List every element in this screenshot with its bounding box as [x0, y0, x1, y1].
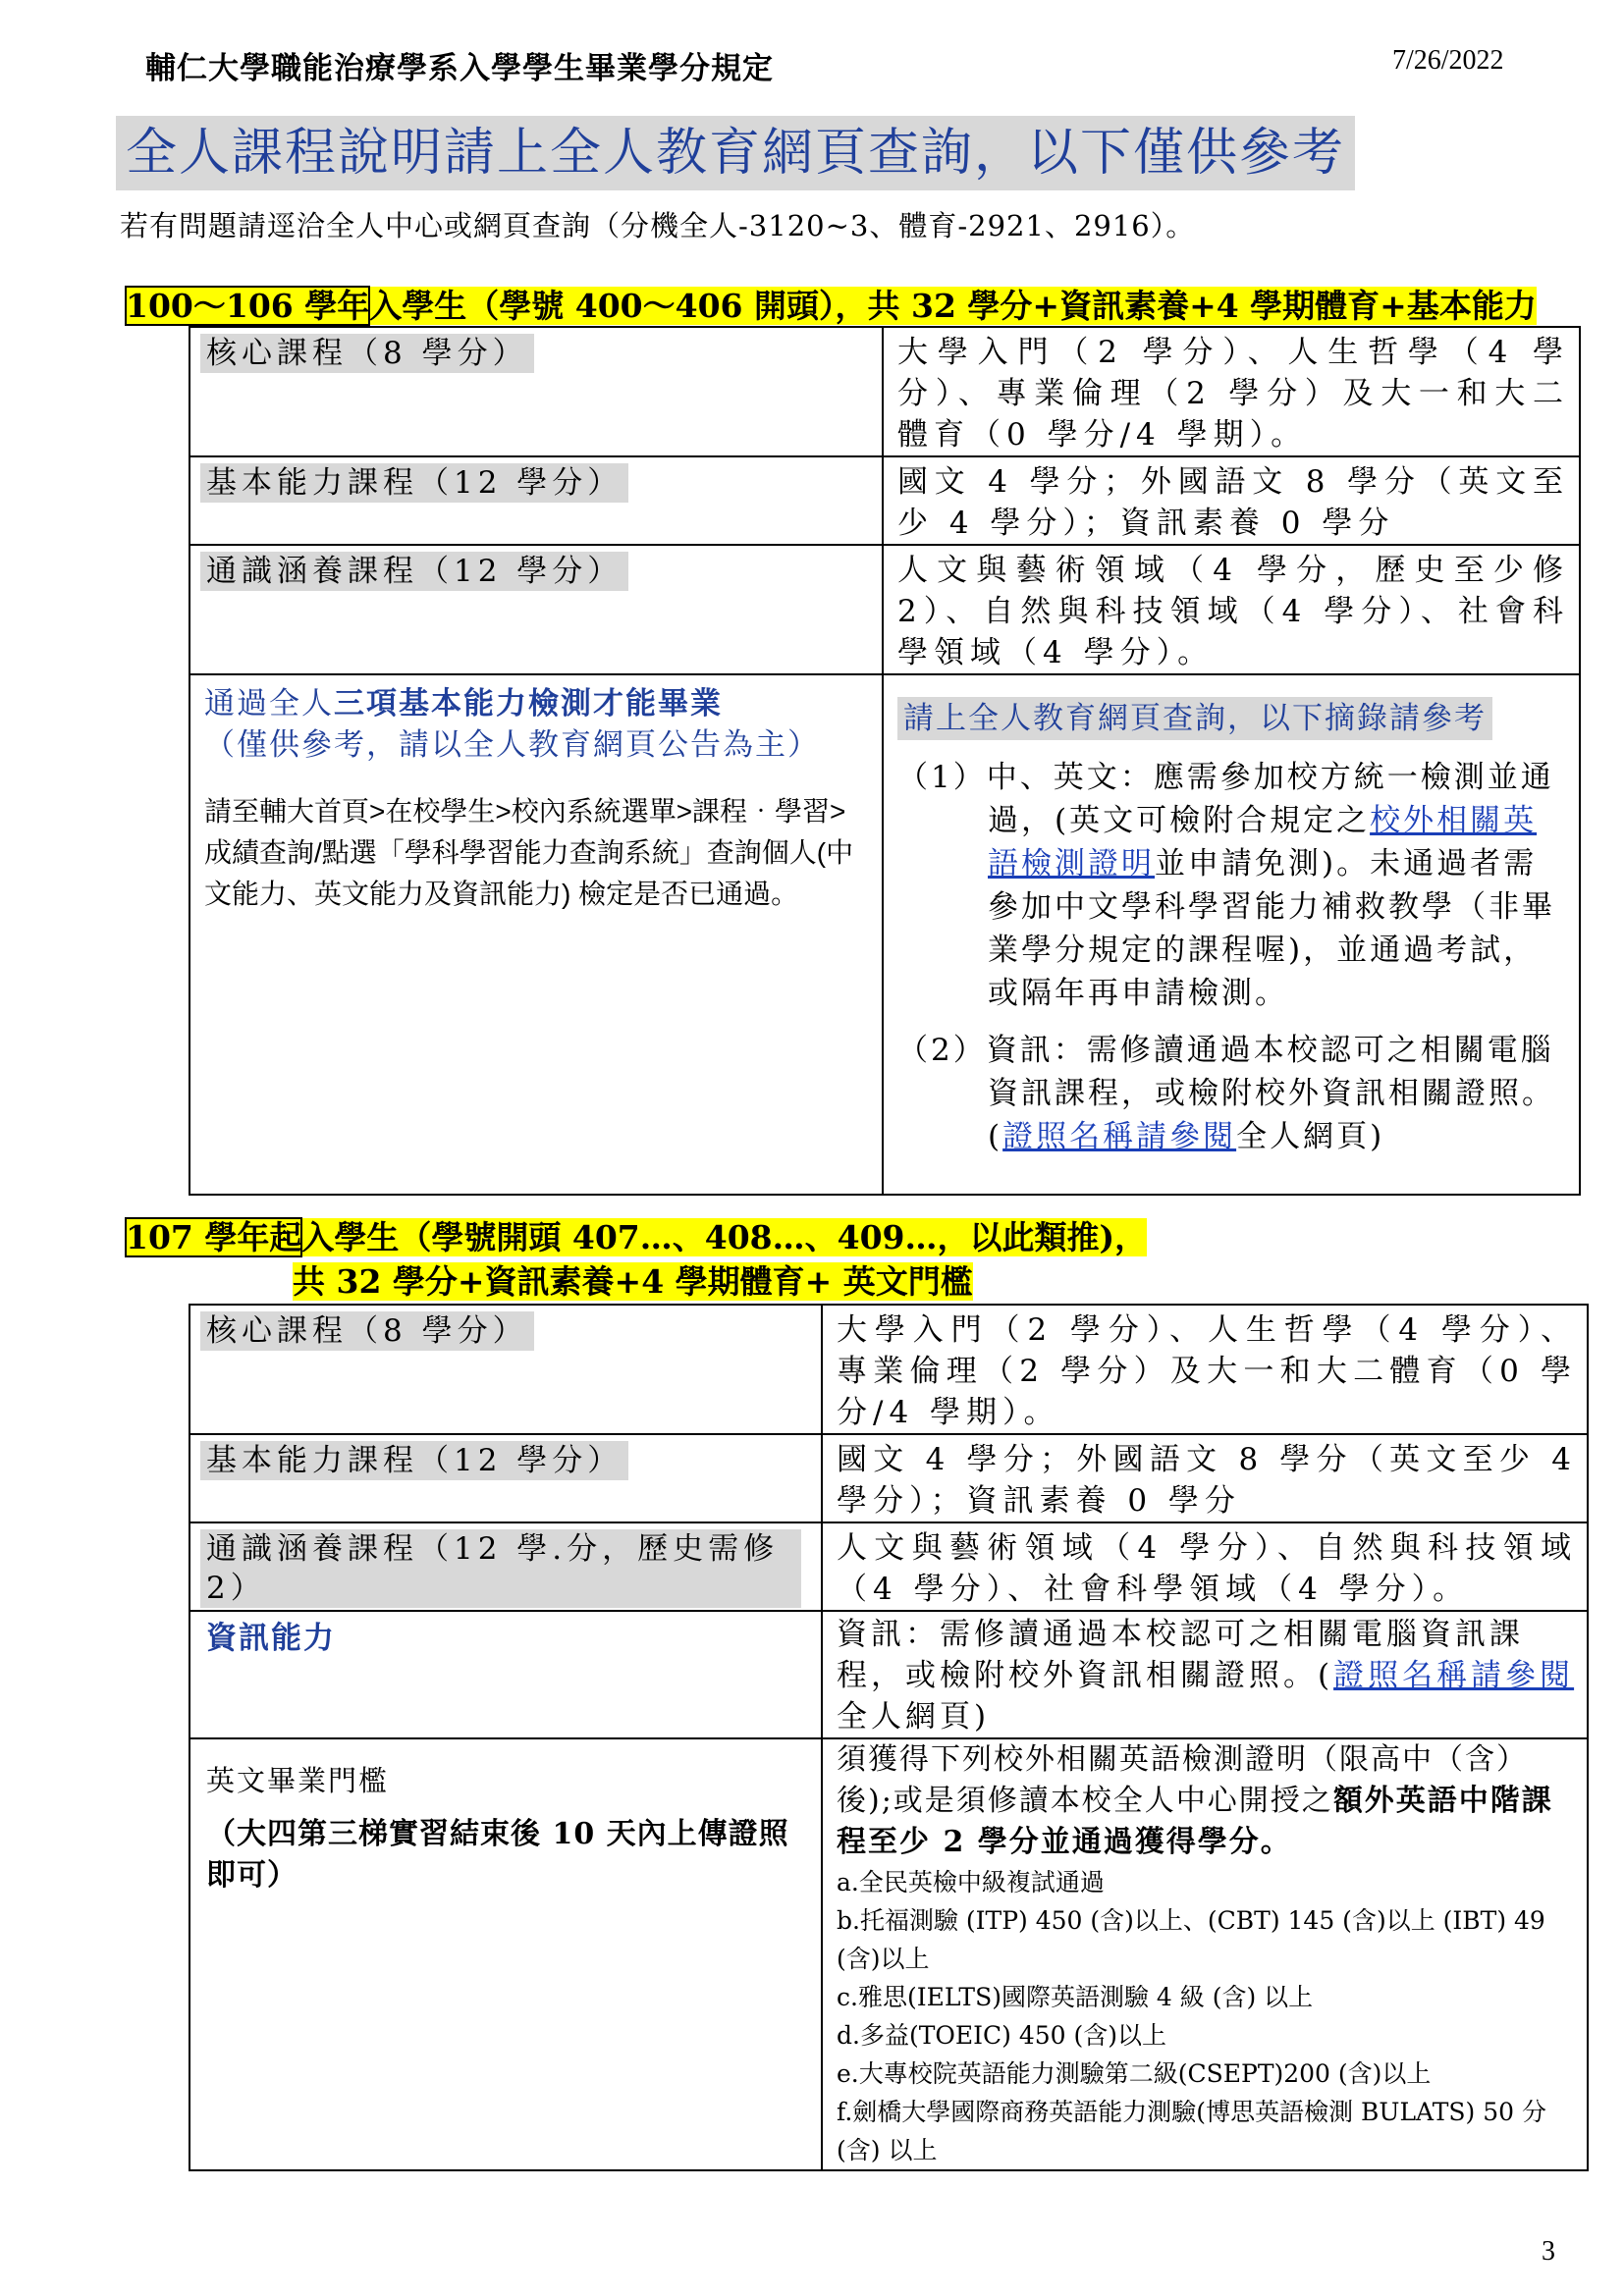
table-row [189, 327, 1580, 456]
row-content: 國文 4 學分；外國語文 8 學分（英文至少 4 學分）；資訊素養 0 學分 [837, 1442, 1577, 1519]
test-item-1-text: （1）中、英文：應需參加校方統一檢測並通過，(英文可檢附合規定之 [897, 760, 1554, 838]
header-date: 7/26/2022 [1392, 45, 1504, 76]
section1-heading-rest: 入學生（學號 400～406 開頭），共 32 學分+資訊素養+4 學期體育+基本能力 [369, 287, 1537, 325]
row-label: 通識涵養課程（12 學.分，歷史需修 2） [200, 1529, 801, 1608]
table-row [189, 545, 1580, 674]
row-label: 基本能力課程（12 學分） [200, 463, 628, 503]
section1-years: 100～106 學年 [126, 287, 370, 325]
row-content: 國文 4 學分；外國語文 8 學分（英文至少 4 學分）；資訊素養 0 學分 [897, 464, 1569, 541]
section2-heading-line2 [293, 1260, 973, 1304]
cert-names-link[interactable]: 證照名稱請參閱 [1002, 1119, 1237, 1154]
row-label: 核心課程（8 學分） [200, 1311, 534, 1351]
row-content: 人文與藝術領域（4 學分）、自然與科技領域（4 學分）、社會科學領域（4 學分）。 [837, 1530, 1577, 1607]
row-label: 核心課程（8 學分） [200, 334, 534, 373]
section2-years: 107 學年起 [126, 1218, 302, 1256]
table-row [189, 1611, 1588, 1738]
table-row [189, 456, 1580, 545]
test-item-1 [897, 756, 1569, 1015]
table-row [189, 674, 1580, 1195]
english-intro-bold: 額外英語中階課程至少 2 學分並通過獲得學分。 [837, 1784, 1553, 1859]
test-requirement: 三項基本能力檢測才能畢業 [334, 686, 723, 721]
info-content [823, 1612, 1587, 1737]
section1-table [189, 326, 1581, 1196]
row-content: 人文與藝術領域（4 學分，歷史至少修 2）、自然與科技領域（4 學分）、社會科學領域（4 學分）。 [897, 553, 1569, 670]
test-item-2-text: （2）資訊：需修讀通過本校認可之相關電腦資訊課程，或檢附校外資訊相關證照。( [897, 1033, 1555, 1154]
test-item-1-text-b: 並申請免測)。未通過者需參加中文學科學習能力補救教學（非畢業學分規定的課程喔)，並通過考試，或隔年再申請檢測。 [988, 846, 1555, 1011]
cert-names-link-2[interactable]: 證照名稱請參閱 [1333, 1658, 1575, 1693]
row-label: 基本能力課程（12 學分） [200, 1441, 628, 1480]
test-item-2 [897, 1029, 1569, 1158]
test-item-2-text-b: 全人網頁) [1236, 1119, 1385, 1154]
test-instructions: 請至輔大首頁>在校學生>校內系統選單>課程‧學習>成績查詢/點選「學科學習能力查詢系統」查詢個人(中文能力、英文能力及資訊能力) 檢定是否已通過。 [204, 796, 854, 909]
english-threshold-note: （大四第三梯實習結束後 10 天內上傳證照即可） [206, 1817, 789, 1893]
list-item: b.托福測驗 (ITP) 450 (含)以上、(CBT) 145 (含)以上 (IBT) 49 (含)以上 [837, 1906, 1545, 1973]
list-item: c.雅思(IELTS)國際英語測驗 4 級 (含) 以上 [837, 1983, 1314, 2011]
info-content-text: 資訊：需修讀通過本校認可之相關電腦資訊課程，或檢附校外資訊相關證照。( [837, 1617, 1524, 1693]
header-title: 輔仁大學職能治療學系入學學生畢業學分規定 [145, 51, 774, 86]
page-number: 3 [1542, 2236, 1555, 2267]
section2-heading-rest: 入學生（學號開頭 407…、408…、409…，以此類推)， [301, 1218, 1148, 1256]
english-threshold-label: 英文畢業門檻 [206, 1764, 390, 1797]
contact-note: 若有問題請逕洽全人中心或網頁查詢（分機全人-3120~3、體育-2921、2916）。 [120, 209, 1196, 242]
info-content-text-b: 全人網頁) [837, 1699, 991, 1735]
table-row [189, 1434, 1588, 1522]
page-title: 全人課程說明請上全人教育網頁查詢，以下僅供參考 [116, 116, 1355, 190]
list-item: a.全民英檢中級複試通過 [837, 1868, 1105, 1896]
section2-heading [126, 1215, 1147, 1260]
list-item: f.劍橋大學國際商務英語能力測驗(博思英語檢測 BULATS) 50 分 (含) 以上 [837, 2098, 1546, 2164]
row-label: 通識涵養課程（12 學分） [200, 552, 628, 591]
row-content: 大學入門（2 學分）、人生哲學（4 學分）、專業倫理（2 學分）及大一和大二體育（0 學分/4 學期）。 [837, 1312, 1577, 1430]
test-note: （僅供參考，請以全人教育網頁公告為主） [204, 727, 820, 763]
table-row [189, 1522, 1588, 1611]
section1-heading [126, 285, 1537, 328]
english-intro [837, 1739, 1579, 1863]
row-content: 大學入門（2 學分）、人生哲學（4 學分）、專業倫理（2 學分）及大一和大二體育（0 學分/4 學期）。 [897, 335, 1569, 453]
table-row [189, 1738, 1588, 2170]
table-row [189, 1305, 1588, 1434]
test-prefix: 通過全人 [204, 686, 334, 721]
info-label: 資訊能力 [206, 1621, 336, 1656]
section2-table [189, 1304, 1589, 2171]
test-right-heading: 請上全人教育網頁查詢，以下摘錄請參考 [897, 697, 1492, 740]
english-cert-link[interactable]: 校外相關英語檢測證明 [988, 803, 1538, 881]
list-item: d.多益(TOEIC) 450 (含)以上 [837, 2021, 1166, 2050]
list-item: e.大專校院英語能力測驗第二級(CSEPT)200 (含)以上 [837, 2059, 1432, 2088]
english-intro-text: 須獲得下列校外相關英語檢測證明（限高中（含）後);或是須修讀本校全人中心開授之 [837, 1742, 1528, 1818]
section2-heading-line2-text: 共 32 學分+資訊素養+4 學期體育+ 英文門檻 [293, 1262, 973, 1301]
